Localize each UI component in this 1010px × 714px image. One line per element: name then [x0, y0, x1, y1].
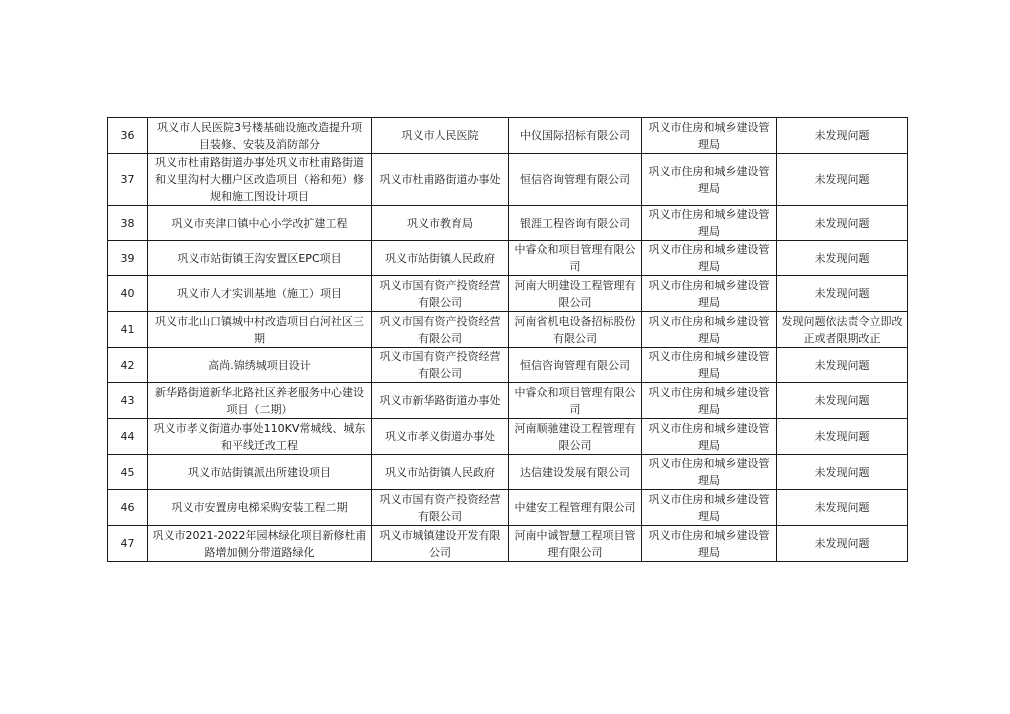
project-name-cell: 巩义市人才实训基地（施工）项目 — [148, 276, 372, 312]
row-number-cell: 40 — [108, 276, 148, 312]
row-number-cell: 45 — [108, 455, 148, 490]
result-cell: 未发现问题 — [777, 206, 908, 241]
inspection-table — [107, 117, 908, 562]
owner-unit-cell: 巩义市杜甫路街道办事处 — [372, 154, 509, 206]
project-name-cell: 巩义市安置房电梯采购安装工程二期 — [148, 490, 372, 526]
agency-cell: 中睿众和项目管理有限公司 — [509, 383, 642, 419]
regulator-cell: 巩义市住房和城乡建设管理局 — [642, 241, 777, 276]
row-number-cell: 38 — [108, 206, 148, 241]
project-name-cell: 巩义市夹津口镇中心小学改扩建工程 — [148, 206, 372, 241]
project-name-cell: 巩义市北山口镇城中村改造项目白河社区三期 — [148, 312, 372, 348]
owner-unit-cell: 巩义市站街镇人民政府 — [372, 241, 509, 276]
project-name-cell: 巩义市杜甫路街道办事处巩义市杜甫路街道和义里沟村大棚户区改造项目（裕和苑）修规和施工图设计项目 — [148, 154, 372, 206]
table-body — [108, 118, 908, 562]
agency-cell: 恒信咨询管理有限公司 — [509, 154, 642, 206]
regulator-cell: 巩义市住房和城乡建设管理局 — [642, 118, 777, 154]
result-cell: 未发现问题 — [777, 455, 908, 490]
result-cell: 未发现问题 — [777, 526, 908, 562]
project-name-cell: 巩义市站街镇王沟安置区EPC项目 — [148, 241, 372, 276]
owner-unit-cell: 巩义市国有资产投资经营有限公司 — [372, 312, 509, 348]
table-row — [108, 526, 908, 562]
row-number-cell: 36 — [108, 118, 148, 154]
agency-cell: 中建安工程管理有限公司 — [509, 490, 642, 526]
regulator-cell: 巩义市住房和城乡建设管理局 — [642, 526, 777, 562]
result-cell: 未发现问题 — [777, 383, 908, 419]
agency-cell: 银涯工程咨询有限公司 — [509, 206, 642, 241]
owner-unit-cell: 巩义市城镇建设开发有限公司 — [372, 526, 509, 562]
regulator-cell: 巩义市住房和城乡建设管理局 — [642, 455, 777, 490]
result-cell: 未发现问题 — [777, 419, 908, 455]
result-cell: 未发现问题 — [777, 154, 908, 206]
row-number-cell: 47 — [108, 526, 148, 562]
regulator-cell: 巩义市住房和城乡建设管理局 — [642, 154, 777, 206]
table-row — [108, 154, 908, 206]
owner-unit-cell: 巩义市国有资产投资经营有限公司 — [372, 276, 509, 312]
project-name-cell: 巩义市站街镇派出所建设项目 — [148, 455, 372, 490]
row-number-cell: 39 — [108, 241, 148, 276]
table-row — [108, 312, 908, 348]
owner-unit-cell: 巩义市国有资产投资经营有限公司 — [372, 490, 509, 526]
regulator-cell: 巩义市住房和城乡建设管理局 — [642, 312, 777, 348]
result-cell: 未发现问题 — [777, 241, 908, 276]
table-row — [108, 455, 908, 490]
agency-cell: 恒信咨询管理有限公司 — [509, 348, 642, 383]
regulator-cell: 巩义市住房和城乡建设管理局 — [642, 348, 777, 383]
table-row — [108, 383, 908, 419]
table-row — [108, 419, 908, 455]
project-name-cell: 巩义市孝义街道办事处110KV常城线、城东和平线迁改工程 — [148, 419, 372, 455]
row-number-cell: 43 — [108, 383, 148, 419]
owner-unit-cell: 巩义市教育局 — [372, 206, 509, 241]
agency-cell: 中仪国际招标有限公司 — [509, 118, 642, 154]
row-number-cell: 46 — [108, 490, 148, 526]
agency-cell: 达信建设发展有限公司 — [509, 455, 642, 490]
row-number-cell: 41 — [108, 312, 148, 348]
table-row — [108, 276, 908, 312]
agency-cell: 河南大明建设工程管理有限公司 — [509, 276, 642, 312]
owner-unit-cell: 巩义市新华路街道办事处 — [372, 383, 509, 419]
row-number-cell: 44 — [108, 419, 148, 455]
agency-cell: 河南中诚智慧工程项目管理有限公司 — [509, 526, 642, 562]
agency-cell: 河南省机电设备招标股份有限公司 — [509, 312, 642, 348]
project-name-cell: 巩义市人民医院3号楼基础设施改造提升项目装修、安装及消防部分 — [148, 118, 372, 154]
regulator-cell: 巩义市住房和城乡建设管理局 — [642, 419, 777, 455]
project-name-cell: 新华路街道新华北路社区养老服务中心建设项目（二期） — [148, 383, 372, 419]
table-row — [108, 206, 908, 241]
owner-unit-cell: 巩义市人民医院 — [372, 118, 509, 154]
row-number-cell: 37 — [108, 154, 148, 206]
table-row — [108, 241, 908, 276]
owner-unit-cell: 巩义市孝义街道办事处 — [372, 419, 509, 455]
owner-unit-cell: 巩义市站街镇人民政府 — [372, 455, 509, 490]
regulator-cell: 巩义市住房和城乡建设管理局 — [642, 276, 777, 312]
row-number-cell: 42 — [108, 348, 148, 383]
table-row — [108, 118, 908, 154]
table-row — [108, 490, 908, 526]
agency-cell: 中睿众和项目管理有限公司 — [509, 241, 642, 276]
result-cell: 未发现问题 — [777, 348, 908, 383]
project-name-cell: 高尚.锦绣城项目设计 — [148, 348, 372, 383]
table-row — [108, 348, 908, 383]
result-cell: 未发现问题 — [777, 490, 908, 526]
regulator-cell: 巩义市住房和城乡建设管理局 — [642, 490, 777, 526]
agency-cell: 河南顺驰建设工程管理有限公司 — [509, 419, 642, 455]
project-name-cell: 巩义市2021-2022年园林绿化项目新修杜甫路增加侧分带道路绿化 — [148, 526, 372, 562]
owner-unit-cell: 巩义市国有资产投资经营有限公司 — [372, 348, 509, 383]
regulator-cell: 巩义市住房和城乡建设管理局 — [642, 206, 777, 241]
result-cell: 未发现问题 — [777, 276, 908, 312]
regulator-cell: 巩义市住房和城乡建设管理局 — [642, 383, 777, 419]
result-cell: 发现问题依法责令立即改正或者限期改正 — [777, 312, 908, 348]
result-cell: 未发现问题 — [777, 118, 908, 154]
